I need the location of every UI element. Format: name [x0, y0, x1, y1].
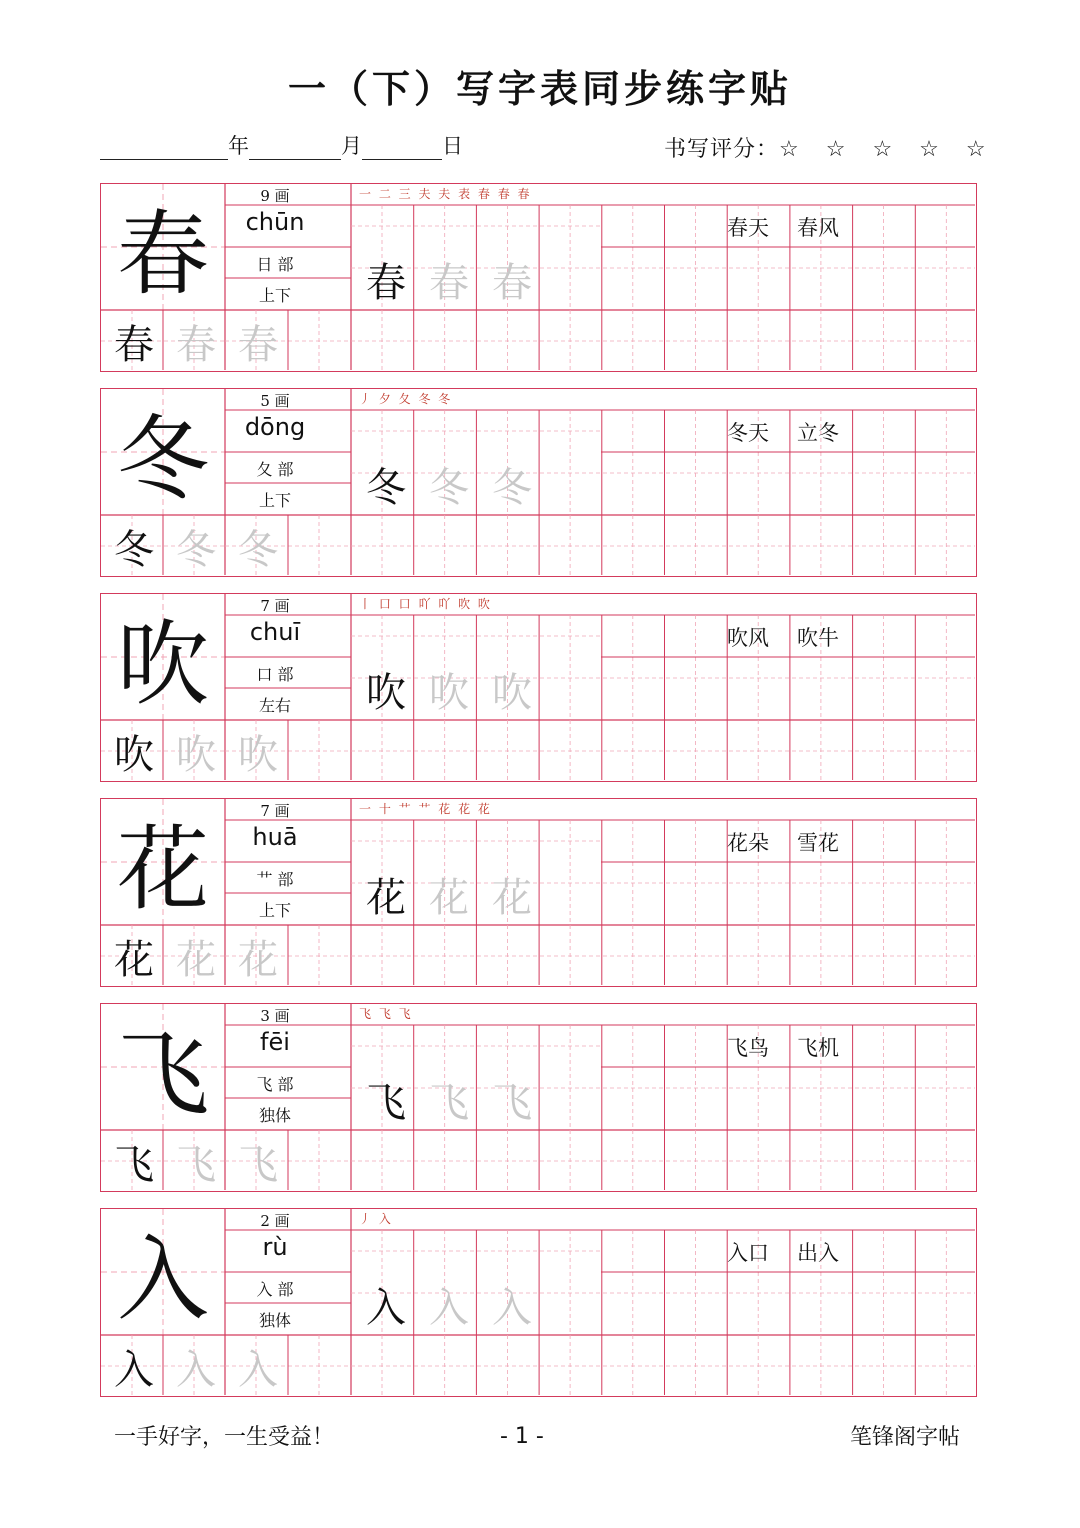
- rating: [664, 132, 996, 163]
- trace-char: 吹: [176, 731, 216, 778]
- word: 入口: [727, 1241, 769, 1265]
- trace-char: 春: [429, 259, 469, 306]
- word: 春风: [797, 216, 839, 240]
- practice-char: 吹: [366, 669, 406, 716]
- page-title: 一（下）写字表同步练字贴: [287, 67, 792, 111]
- footer-brand: 笔锋阁字帖: [850, 1425, 961, 1450]
- trace-char: 冬: [429, 464, 469, 511]
- char-block-1: [100, 183, 977, 372]
- example-words: [727, 1237, 839, 1267]
- trace-char: 春: [492, 259, 532, 306]
- model-char: 冬: [116, 406, 209, 513]
- stroke-order: 飞 飞 飞: [359, 1007, 413, 1021]
- practice-char: 吹: [114, 731, 154, 778]
- stroke-count: 9 画: [260, 187, 290, 205]
- trace-char: 花: [238, 936, 278, 983]
- stroke-count: 2 画: [260, 1212, 290, 1230]
- pinyin: fēi: [260, 1028, 290, 1056]
- trace-char: 入: [492, 1284, 532, 1331]
- trace-char: 花: [176, 936, 216, 983]
- practice-char: 飞: [114, 1141, 154, 1188]
- word: 飞鸟: [727, 1036, 769, 1060]
- trace-char: 冬: [176, 526, 216, 573]
- trace-char: 春: [238, 321, 278, 368]
- model-char: 花: [116, 816, 209, 923]
- practice-char: 入: [366, 1284, 406, 1331]
- trace-char: 吹: [238, 731, 278, 778]
- date-line: [100, 130, 463, 160]
- trace-char: 飞: [176, 1141, 216, 1188]
- stroke-order: 丨 口 口 吖 吖 吹 吹: [359, 597, 492, 611]
- stroke-order: 一 十 艹 艹 花 花 花: [359, 802, 492, 816]
- year-label: 年: [228, 134, 249, 158]
- month-label: 月: [341, 134, 362, 158]
- trace-char: 春: [176, 321, 216, 368]
- radical: 入 部: [256, 1280, 294, 1299]
- example-words: [727, 827, 839, 857]
- month-blank[interactable]: [249, 135, 341, 160]
- practice-char: 冬: [366, 464, 406, 511]
- pinyin: chuī: [249, 618, 301, 646]
- stroke-count: 7 画: [260, 802, 290, 820]
- word: 冬天: [727, 421, 769, 445]
- trace-char: 花: [492, 874, 532, 921]
- structure: 左右: [258, 696, 291, 715]
- trace-char: 入: [429, 1284, 469, 1331]
- page-number: - 1 -: [500, 1424, 544, 1449]
- char-block-6: [100, 1208, 977, 1397]
- stroke-order: 丿 入: [359, 1212, 393, 1226]
- word: 花朵: [727, 831, 769, 855]
- pinyin: chūn: [245, 208, 305, 236]
- word: 雪花: [797, 831, 839, 855]
- year-blank[interactable]: [100, 135, 228, 160]
- radical: 艹 部: [256, 870, 294, 889]
- example-words: [727, 417, 839, 447]
- word: 出入: [797, 1241, 839, 1265]
- trace-char: 入: [176, 1346, 216, 1393]
- radical: 日 部: [256, 255, 294, 274]
- trace-char: 吹: [429, 669, 469, 716]
- footer-motto: 一手好字，一生受益！: [114, 1425, 335, 1450]
- example-words: [727, 622, 839, 652]
- trace-char: 入: [238, 1346, 278, 1393]
- char-block-4: [100, 798, 977, 987]
- practice-char: 入: [114, 1346, 154, 1393]
- model-char: 入: [116, 1226, 209, 1333]
- structure: 上下: [258, 901, 291, 920]
- trace-char: 飞: [492, 1079, 532, 1126]
- structure: 上下: [258, 491, 291, 510]
- trace-char: 冬: [492, 464, 532, 511]
- structure: 独体: [258, 1106, 291, 1125]
- radical: 飞 部: [256, 1075, 294, 1094]
- stroke-count: 3 画: [260, 1007, 290, 1025]
- practice-char: 花: [114, 936, 154, 983]
- model-char: 春: [116, 201, 209, 308]
- stroke-order: 丿 夕 夂 冬 冬: [359, 392, 453, 406]
- rating-label: 书写评分：: [664, 137, 780, 162]
- practice-char: 飞: [366, 1079, 406, 1126]
- pinyin: huā: [252, 823, 298, 851]
- example-words: [727, 212, 839, 242]
- char-block-2: [100, 388, 977, 577]
- practice-char: 冬: [114, 526, 154, 573]
- word: 立冬: [797, 421, 839, 445]
- trace-char: 飞: [429, 1079, 469, 1126]
- pinyin: rù: [262, 1233, 288, 1261]
- trace-char: 吹: [492, 669, 532, 716]
- stroke-order: 一 二 三 夫 夫 表 春 春 春: [359, 187, 532, 201]
- char-block-3: [100, 593, 977, 782]
- word: 飞机: [797, 1036, 839, 1060]
- structure: 独体: [258, 1311, 291, 1330]
- radical: 口 部: [256, 665, 294, 684]
- example-words: [727, 1032, 839, 1062]
- structure: 上下: [258, 286, 291, 305]
- practice-char: 春: [366, 259, 406, 306]
- model-char: 飞: [116, 1021, 209, 1128]
- word: 春天: [727, 216, 769, 240]
- stroke-count: 7 画: [260, 597, 290, 615]
- char-block-5: [100, 1003, 977, 1192]
- word: 吹牛: [797, 626, 839, 650]
- radical: 夂 部: [256, 460, 294, 479]
- practice-char: 春: [114, 321, 154, 368]
- day-blank[interactable]: [362, 135, 442, 160]
- stroke-count: 5 画: [260, 392, 290, 410]
- trace-char: 花: [429, 874, 469, 921]
- pinyin: dōng: [244, 413, 306, 441]
- model-char: 吹: [116, 611, 209, 718]
- trace-char: 飞: [238, 1141, 278, 1188]
- day-label: 日: [442, 134, 463, 158]
- practice-char: 花: [366, 874, 406, 921]
- trace-char: 冬: [238, 526, 278, 573]
- rating-stars[interactable]: ☆ ☆ ☆ ☆ ☆: [779, 137, 996, 162]
- word: 吹风: [727, 626, 769, 650]
